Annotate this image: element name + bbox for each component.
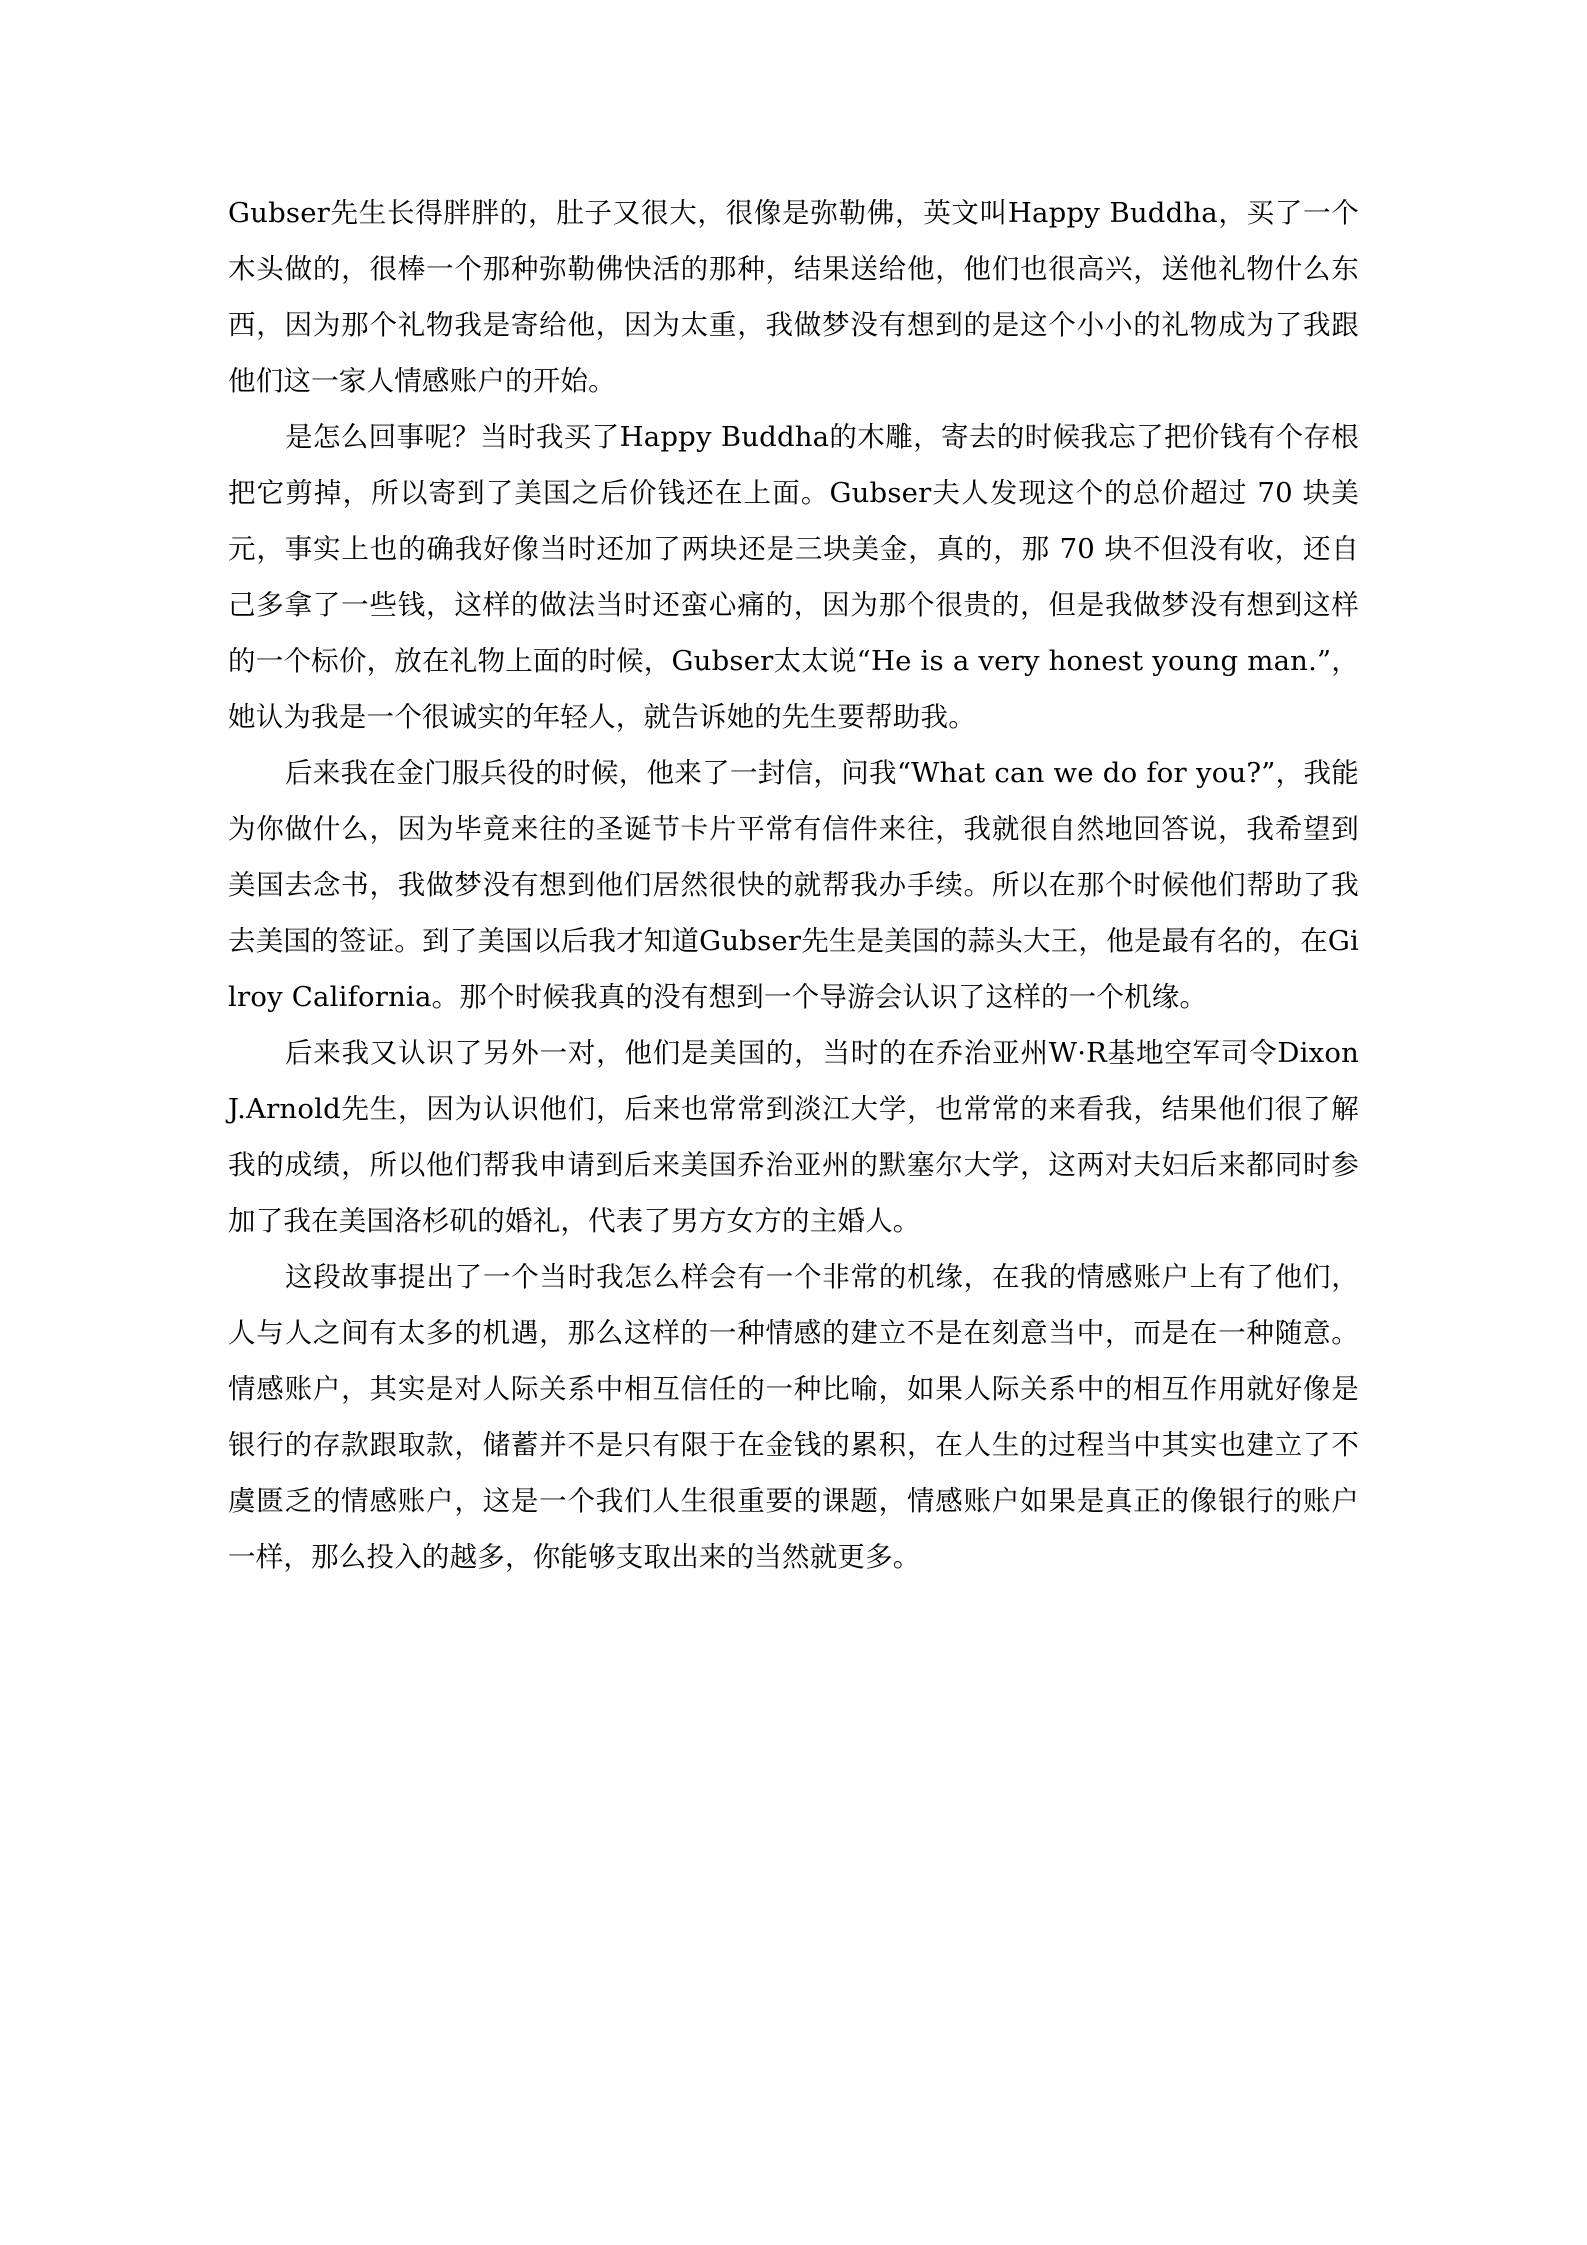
- paragraph: 后来我又认识了另外一对，他们是美国的，当时的在乔治亚州W·R基地空军司令Dixon J.Arnold先生，因为认识他们，后来也常常到淡江大学，也常常的来看我，结果他们很了解我的成绩，所以他们帮我申请到后来美国乔治亚州的默塞尔大学，这两对夫妇后来都同时参加了我在美国洛杉矶的婚礼，代表了男方女方的主婚人。: [228, 1037, 1359, 1237]
- paragraph: 后来我在金门服兵役的时候，他来了一封信，问我“What can we do for you?”，我能为你做什么，因为毕竟来往的圣诞节卡片平常有信件来往，我就很自然地回答说，我希望到美国去念书，我做梦没有想到他们居然很快的就帮我办手续。所以在那个时候他们帮助了我去美国的签证。到了美国以后我才知道Gubser先生是美国的蒜头大王，他是最有名的，在Gilroy California。那个时候我真的没有想到一个导游会认识了这样的一个机缘。: [228, 757, 1359, 1013]
- paragraph: Gubser先生长得胖胖的，肚子又很大，很像是弥勒佛，英文叫Happy Buddha，买了一个木头做的，很棒一个那种弥勒佛快活的那种，结果送给他，他们也很高兴，送他礼物什么东西，因为那个礼物我是寄给他，因为太重，我做梦没有想到的是这个小小的礼物成为了我跟他们这一家人情感账户的开始。: [228, 197, 1359, 397]
- paragraph: 这段故事提出了一个当时我怎么样会有一个非常的机缘，在我的情感账户上有了他们，人与人之间有太多的机遇，那么这样的一种情感的建立不是在刻意当中，而是在一种随意。情感账户，其实是对人际关系中相互信任的一种比喻，如果人际关系中的相互作用就好像是银行的存款跟取款，储蓄并不是只有限于在金钱的累积，在人生的过程当中其实也建立了不虞匮乏的情感账户，这是一个我们人生很重要的课题，情感账户如果是真正的像银行的账户一样，那么投入的越多，你能够支取出来的当然就更多。: [228, 1261, 1359, 1573]
- document-body: [228, 185, 1359, 1585]
- paragraph: 是怎么回事呢？当时我买了Happy Buddha的木雕，寄去的时候我忘了把价钱有个存根把它剪掉，所以寄到了美国之后价钱还在上面。Gubser夫人发现这个的总价超过 70 块美元，事实上也的确我好像当时还加了两块还是三块美金，真的，那 70 块不但没有收，还自己多拿了一些钱，这样的做法当时还蛮心痛的，因为那个很贵的，但是我做梦没有想到这样的一个标价，放在礼物上面的时候，Gubser太太说“He is a very honest young man.”，她认为我是一个很诚实的年轻人，就告诉她的先生要帮助我。: [228, 421, 1359, 733]
